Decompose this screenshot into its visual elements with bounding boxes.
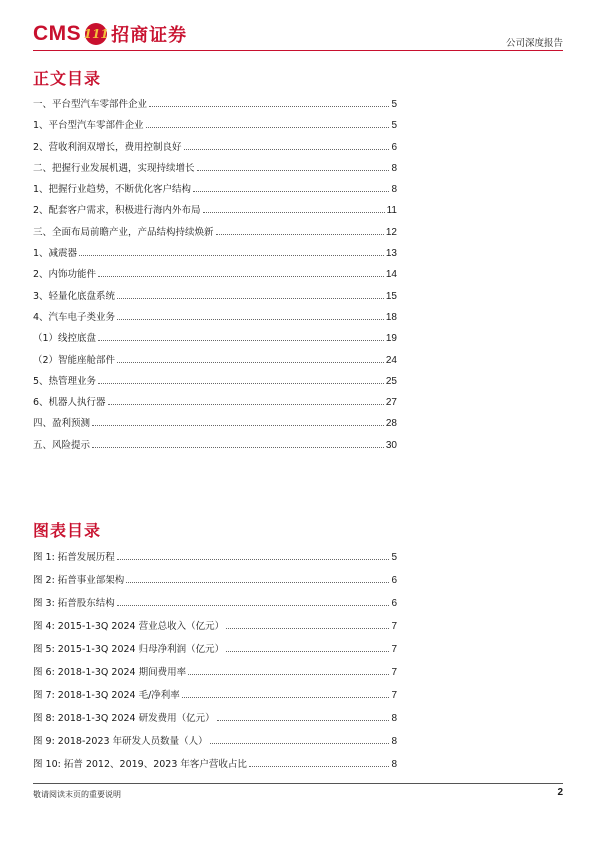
figure-entry-page: 6 — [391, 575, 397, 586]
page-header — [33, 18, 563, 54]
toc-entry-title: 二、把握行业发展机遇，实现持续增长 — [33, 162, 195, 174]
dot-leader — [117, 298, 384, 299]
dot-leader — [108, 404, 384, 405]
figure-entry-page: 7 — [391, 644, 397, 655]
figure-entry-title: 图 9: 2018-2023 年研发人员数量（人） — [33, 736, 208, 747]
dot-leader — [226, 628, 389, 629]
toc-entry[interactable] — [33, 288, 397, 302]
dot-leader — [117, 319, 384, 320]
toc-entry-page: 28 — [385, 418, 397, 430]
dot-leader — [203, 212, 385, 213]
toc-entry-title: 1、减震器 — [33, 248, 78, 260]
logo-text-cn: 招商证券 — [111, 25, 188, 46]
figure-entry-page: 8 — [391, 713, 397, 724]
dot-leader — [226, 651, 389, 652]
toc-entry-page: 5 — [391, 99, 397, 110]
dot-leader — [98, 340, 384, 341]
figure-entry[interactable] — [33, 687, 397, 701]
dot-leader — [188, 674, 389, 675]
figure-entry-page: 8 — [391, 736, 397, 747]
dot-leader — [182, 697, 390, 698]
dot-leader — [92, 425, 384, 426]
toc-entry-page: 14 — [385, 269, 397, 281]
toc-entry[interactable] — [33, 202, 397, 216]
dot-leader — [193, 191, 389, 192]
dot-leader — [249, 766, 390, 767]
toc-entry-page: 11 — [386, 205, 397, 217]
toc-entry-title: 五、风险提示 — [33, 439, 91, 451]
toc-entry-page: 30 — [385, 439, 397, 451]
toc-entry-page: 13 — [385, 248, 397, 260]
toc-entry-page: 8 — [391, 162, 397, 174]
dot-leader — [216, 234, 384, 235]
figure-entry-title: 图 10: 拓普 2012、2019、2023 年客户营收占比 — [33, 759, 247, 770]
figure-entry-page: 6 — [391, 598, 397, 609]
dot-leader — [117, 362, 384, 363]
figure-entry-page: 7 — [391, 667, 397, 678]
cms-logo — [33, 20, 187, 48]
toc-entry[interactable] — [33, 309, 397, 323]
toc-entry-title: 1、平台型汽车零部件企业 — [33, 120, 144, 132]
figure-entry-title: 图 7: 2018-1-3Q 2024 毛/净利率 — [33, 690, 180, 701]
figure-entry[interactable] — [33, 710, 397, 724]
dot-leader — [146, 127, 390, 128]
figure-entry-page: 5 — [391, 552, 397, 563]
toc-entry[interactable] — [33, 373, 397, 387]
toc-entry-title: 4、汽车电子类业务 — [33, 311, 116, 323]
dot-leader — [210, 743, 390, 744]
toc-entry-title: 四、盈利预测 — [33, 418, 91, 430]
figure-entry[interactable] — [33, 756, 397, 770]
dot-leader — [98, 276, 384, 277]
dot-leader — [117, 605, 390, 606]
figure-entry-page: 7 — [391, 690, 397, 701]
toc-list — [33, 96, 397, 458]
page-number: 2 — [557, 787, 563, 798]
figure-entry-page: 7 — [391, 621, 397, 632]
toc-entry-page: 27 — [385, 397, 397, 409]
dot-leader — [149, 106, 389, 107]
figure-entry-title: 图 2: 拓普事业部架构 — [33, 575, 125, 586]
figure-entry[interactable] — [33, 664, 397, 678]
toc-entry-title: 一、平台型汽车零部件企业 — [33, 99, 148, 110]
disclaimer-note: 敬请阅读末页的重要说明 — [33, 790, 121, 799]
toc-entry-title: 3、轻量化底盘系统 — [33, 290, 116, 302]
figure-entry[interactable] — [33, 549, 397, 563]
toc-entry[interactable] — [33, 181, 397, 195]
figure-entry[interactable] — [33, 618, 397, 632]
toc-entry[interactable] — [33, 330, 397, 344]
toc-entry-title: 三、全面布局前瞻产业，产品结构持续焕新 — [33, 226, 214, 238]
toc-entry-title: 6、机器人执行器 — [33, 397, 106, 409]
logo-emblem-icon — [85, 23, 107, 45]
dot-leader — [184, 149, 390, 150]
figure-entry-title: 图 6: 2018-1-3Q 2024 期间费用率 — [33, 667, 187, 678]
toc-entry[interactable] — [33, 160, 397, 174]
figure-entry-title: 图 3: 拓普股东结构 — [33, 598, 115, 609]
logo-text-en: CMS — [33, 22, 82, 45]
toc-entry-page: 6 — [391, 141, 397, 153]
dot-leader — [92, 447, 384, 448]
dot-leader — [217, 720, 390, 721]
dot-leader — [98, 383, 384, 384]
report-type: 公司深度报告 — [505, 38, 563, 49]
figure-entry-title: 图 4: 2015-1-3Q 2024 营业总收入（亿元） — [33, 621, 225, 632]
figures-title: 图表目录 — [33, 521, 102, 540]
toc-entry[interactable] — [33, 224, 397, 238]
toc-entry-page: 25 — [385, 375, 397, 387]
toc-entry-title: 2、配套客户需求，积极进行海内外布局 — [33, 205, 201, 217]
toc-entry[interactable] — [33, 437, 397, 451]
toc-entry-page: 8 — [391, 184, 397, 196]
toc-entry-page: 5 — [391, 120, 397, 132]
figure-entry-title: 图 8: 2018-1-3Q 2024 研发费用（亿元） — [33, 713, 215, 724]
toc-entry-page: 18 — [385, 311, 397, 323]
toc-entry-page: 24 — [385, 354, 397, 366]
figure-entry[interactable] — [33, 641, 397, 655]
figure-entry[interactable] — [33, 733, 397, 747]
toc-entry[interactable] — [33, 352, 397, 366]
figure-entry-page: 8 — [391, 759, 397, 770]
toc-entry-title: （1）线控底盘 — [33, 333, 97, 345]
figure-entry[interactable] — [33, 572, 397, 586]
toc-entry[interactable] — [33, 139, 397, 153]
figure-entry-title: 图 5: 2015-1-3Q 2024 归母净利润（亿元） — [33, 644, 225, 655]
toc-entry-page: 15 — [385, 290, 397, 302]
toc-title: 正文目录 — [33, 69, 102, 88]
toc-entry[interactable] — [33, 245, 397, 259]
toc-entry-page: 12 — [385, 226, 397, 238]
dot-leader — [117, 559, 390, 560]
toc-entry-title: 2、内饰功能件 — [33, 269, 97, 281]
toc-entry-page: 19 — [385, 333, 397, 345]
dot-leader — [197, 170, 390, 171]
toc-entry[interactable] — [33, 117, 397, 131]
toc-entry-title: （2）智能座舱部件 — [33, 354, 116, 366]
toc-entry-title: 1、把握行业趋势，不断优化客户结构 — [33, 184, 192, 196]
toc-entry[interactable] — [33, 415, 397, 429]
toc-entry[interactable] — [33, 96, 397, 110]
logo-mark-text: 111 — [83, 27, 109, 41]
dot-leader — [79, 255, 384, 256]
toc-entry-title: 5、热管理业务 — [33, 375, 97, 387]
figure-entry-title: 图 1: 拓普发展历程 — [33, 552, 115, 563]
header-divider — [33, 50, 563, 51]
toc-entry[interactable] — [33, 394, 397, 408]
figure-entry[interactable] — [33, 595, 397, 609]
dot-leader — [126, 582, 389, 583]
footer-divider — [33, 783, 563, 784]
figures-list — [33, 549, 397, 779]
toc-entry-title: 2、营收利润双增长，费用控制良好 — [33, 141, 182, 153]
toc-entry[interactable] — [33, 266, 397, 280]
